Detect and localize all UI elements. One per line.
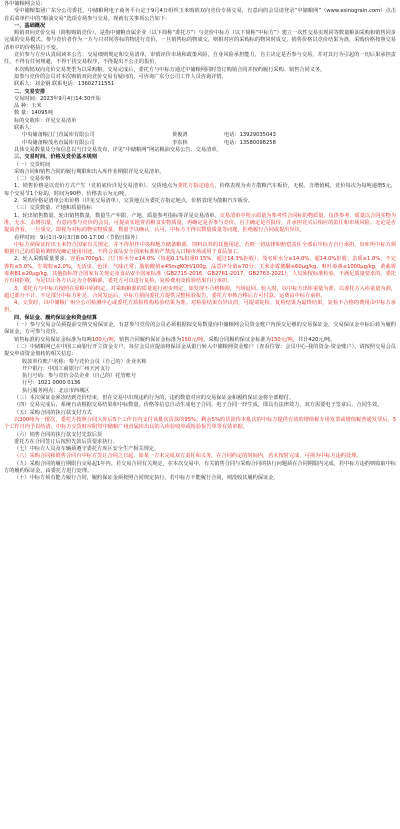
s4-paragraph: （十）中标方须有能力履行合同，履约保证金须按照合同规定执行。若中标方不能履行合同，则没收其履约保证金。 xyxy=(14,475,279,482)
quality-rule xyxy=(4,256,396,285)
contact-org: 中央储备粮茂名直属库有限公司 xyxy=(22,139,95,146)
deposit-amount: 150元/吨 xyxy=(270,336,293,343)
deposit-amount: 150元/吨 xyxy=(181,336,204,343)
s4-paragraph: （六）销售合同的执行款支付先款后货 xyxy=(14,431,103,438)
s1-paragraph: 拟参与竞价的会员对本次购销双向竞价交易有疑问的，可咨询广东分公司工作人员咨询详情。 xyxy=(14,73,227,80)
deposit-text: 销售标准的交易保证金标准为每吨 xyxy=(14,336,92,343)
quality-label: 2、轮入采购质量要求。 xyxy=(14,256,70,263)
s4-paragraph: 委托方在合同签订后按照先款后货要求执行。 xyxy=(14,438,118,445)
trade-time: 交易时间：2023年9月4日14:30开始 xyxy=(14,95,101,102)
viewing-time: 看样时间：9月1日-9月3日8:00-17:00（节假日除外） xyxy=(14,234,141,241)
quantity: 数 量：14095吨 xyxy=(14,110,53,117)
price-rule-2: 2、采购价格是清单公布价格（详见交易清单），交货地点为委托方指定地点，价格表现为散粮汽车板价。 xyxy=(14,198,254,205)
breach-rule: （八）采购合同和销售合同自中标方签订合同之日起，如某一方未完成双方责任和义务，在合同约定的时间内，若未按时完成，可视为中标方违约处理。 xyxy=(14,453,362,460)
s3-paragraph: 采购合同和销售合同的履行期限和出入库作业期限详见交易清单。 xyxy=(14,168,165,175)
account-line: 行号：1021 0000 0136 xyxy=(22,380,81,387)
price-text: 1、销售价格是以竞价方式产生（竞拍底价详见交易清单），交货地点为 xyxy=(14,183,178,190)
account-line: 开户银行：中国工商银行广州天河支行 xyxy=(22,365,111,372)
s4-paragraph: （五）采购合同的执行款支付方式 xyxy=(14,409,92,416)
quantity-rule xyxy=(4,213,396,235)
price-highlight: 委托方指定地点 xyxy=(177,183,215,190)
contact-line: 联系人：刘金钢 联系电话：13602711551 xyxy=(14,81,115,88)
s4-paragraph: （一）参与交易会员须提前交纳交易保证金。有意参与竞价的会员必须根据拟交易数量向中储粮网会员资金账户内预交足够的交易保证金。交易保证金中标后转为履约保证金，方可参与竞价。 xyxy=(4,322,396,336)
people-title: 联系人： xyxy=(14,125,35,132)
s4-paragraph: （九）采购合同的履行期限自交易起1年内。若交易合同有关规定，在本次交易中，有关销售合同与采购合同的执行问题须在合同期限内完成，若中标方违约则收取中标方的履约保证金，由委托方进行处理。 xyxy=(4,460,396,474)
deposit-amount: 100元/吨 xyxy=(91,336,114,343)
s1-paragraph: 购销双向竞价交易（简称购销竞价），是指中储粮直属企业（以下简称“委托方”）与竞价中标方（以下简称“中标方”）建立一次性交易实现同等数量粮油采购和销售同步完成的交易模式。参与竞价者作为一方与只对同等标的物进行竞价，一旦销售标的物成交，则相对应的采购标的物同时成交。销售价格以竞价结果为准，采购价格按照交易清单中的价格执行不变。 xyxy=(4,30,396,51)
s4-paragraph: （二）中储粮网已在中国工商银行开立资金专户，每位会员应提前将保证金从银行转入中储粮网资金账户（查看位置：会员中心-我的资金-资金账户），请按照交易会员提交申请资金划转的相关信息： xyxy=(4,343,396,358)
usage-warning: 中标方须保证轮出玉米符合国家有关规定，并不得用作中央和地方储备粮源、饲料以外的其他用途。否则一切法律和赔偿责任全部由中标方自行承担。出库所中标方须根据自己的质量检测情况确定使用用途，不得会食品安全国家标准的严禁流入口粮市场或用于食品加工。 xyxy=(4,241,396,256)
deposit-rule xyxy=(4,337,396,344)
contact-phone: 电话：13580098258 xyxy=(224,139,276,146)
s3-sub: （一）交货时间 xyxy=(14,161,51,168)
s3-sub: （三）交货数量、产地和质量指标 xyxy=(14,205,92,212)
contact-row xyxy=(4,140,396,147)
quality-requirements: 容重≥700g/L；江门库水分≤14.0%（每超0.1%扣重0.15%，超过14.3%拒收）；茂名库水分≤14.0%，超14.0%拒收；杂质≤1.0%，不完善粒≤5.0%，生霉粒≤2.0%，无活虫、色泽、气味正常；脂肪酸值≤45mgKOH/100g，品尝评分值≥70分；玉米赤霉烯酮≤60μg/kg，呕吐毒素≤1000μg/kg，黄曲霉毒素B1≤20μg/kg，其他指标符合国家有关规定及食品安全国家标准（GB2715-2016、GB2761-2017、GB2763-2021），人员须按标准检验、不满足质量要求的，委托方有权拒收，为足以让各方认定为合格粮源，委托方可以进行复检，复检费用及检验结果自行承担。 xyxy=(4,256,396,285)
s3-sub: （二）交易价格 xyxy=(14,176,51,183)
storage-rule: 3、委托方与中标方按照在原粮中的约定，对采购粮源的质量进行初步判定，如发现不合格粮源，当场退回。轮入时，以中标方出库重量为准，以委托方入库重量为准，超过部分不计，不足部分中标方补足。合同发运后，中标方须向委托方提供完整检验报告，委托方审核合格后方可付款。运费由中标方承担。 xyxy=(4,285,396,299)
section-4-title: 四、保证金、履约保证金和资金结算 xyxy=(14,314,98,321)
quantity-warning: 交易清单中所示质量为参考性合同标的物质量，仅供参考，质量以合同实物为准，无水、杂增扣量，有意向参与竞价的会员，可提前实地查看粮食实物质量，再确定是否参与竞价。自主确定是否报价，并承担竞买后相应的责任和市场风险。无论是否提前查看，一旦成交，即视为对标的物实物质量、数量予以确认、认可，中标方不得以数量质量等问题，拒绝履行合同或提出异议。 xyxy=(4,212,397,234)
deposit-text: ，共计420元/吨。 xyxy=(292,336,336,343)
price-text: ，价格表现为卖方散粮汽车板价，无税、含增值税，竞价每次为每吨递增5元，每个交易节1个标的，时间为90秒，价格表示为元/吨。 xyxy=(4,183,396,197)
deposit-text: ，销售合同履约保证金标准为 xyxy=(113,336,182,343)
detail-note: 具体交易数量及分布信息以当日交易发布，详见“中储粮网”网站粮油交易公告、交易清单。 xyxy=(14,146,222,153)
account-line: 执行服务网点：北京市西城区 xyxy=(22,387,90,394)
payment-rule: 以300吨为一批次，委托方按照合同入库后5个工作日内支付该批次货款的95%，剩余5%的货款待本批次的中标方提供有效的增值税专用发票或增值税普通发票后，5个工作日内予以结清。中标方交货时应附带中储粮广州直属库出具的入库验收单或检验报告单等有效单据。 xyxy=(4,416,396,431)
contact-name: 李东林 xyxy=(172,139,188,146)
s4-paragraph: （七）中标方人员及车辆须遵守委托方库区安全生产相关规定。 xyxy=(14,446,160,453)
contact-name: 黄俊鸿 xyxy=(172,132,188,139)
inspection-rule: 4、交货时，以中储粮广州分公司检测中心或委托方质检机构检验结果为准。对检验结果有异议的，可提请复检，复检结果为最终结果，复检不合格的费用由中标方承担。 xyxy=(4,300,396,314)
greeting: 各中储粮网会员： xyxy=(4,1,46,7)
contact-phone: 电话：13929035043 xyxy=(224,132,276,139)
account-title: 收款单位账户名称：参与竞价会员（自己的）企业名称 xyxy=(22,358,147,365)
variety: 品 种：玉米 xyxy=(14,103,42,110)
account-line: 执行号码：参与竞价会员企业（自己的）托管账号 xyxy=(22,373,137,380)
contact-org: 中央储备粮江门直属库有限公司 xyxy=(22,132,95,139)
quantity-text: 1、轮出销售数量。轮出销售数量，数量生产年限、产地、质量参考指标等详见交易清单。 xyxy=(14,212,220,219)
price-rule-1 xyxy=(4,183,396,198)
s1-paragraph: 竞价参与方应认真阅读本公告、交易细则规定和交易清单，审慎评价市场和政策风险，自身风险承担能力，自主决定是否参与交易，并对其行为引起的一切后果承担责任，不得有任何规避，不得干扰交易程序，不得提出不公正的报价。 xyxy=(4,52,396,66)
s4-paragraph: （四）交易完成后，系统自动根据交易结果和中标数量，价格等信息自动生成电子合同，电子合同一经生成，即具有法律效力，双方需要电子签章后，合同生效。 xyxy=(14,402,383,409)
section-3-title: 三、交易时间、价格及竞价基本规则 xyxy=(14,154,98,161)
intro-paragraph: 受中储粮集团广东分公司委托，中储粮网电子商务平台定于9月4日组织玉米购销双向竞价专场交易，有意向的会员请登录“中储粮网”（www.esinograin.com）点击首页菜单栏中的“粮油交易”选项专场参与交易。现就有关事项公告如下： xyxy=(4,8,396,22)
delivery-depot: 标的交收库：详见交易清单 xyxy=(14,117,77,124)
s1-paragraph: 本次购销双向竞价交易类型为以采购粮，交易完成后，委托方与中标方通过中储粮网同时签订购销合同并按约履行采购、销售合同义务。 xyxy=(14,66,326,73)
section-2-title: 二、交易安排 xyxy=(14,88,46,95)
contact-row xyxy=(4,132,396,139)
section-1-title: 一、基础概况 xyxy=(14,22,46,29)
s4-paragraph: （三）本次保证金须冻结到竞价结束，但在交易中出现违约行为的，违约数量对应的交易保证金和履约保证金将全部赔付。 xyxy=(14,395,295,402)
deposit-text: ，采购合同履约保证金标准为 xyxy=(203,336,271,343)
